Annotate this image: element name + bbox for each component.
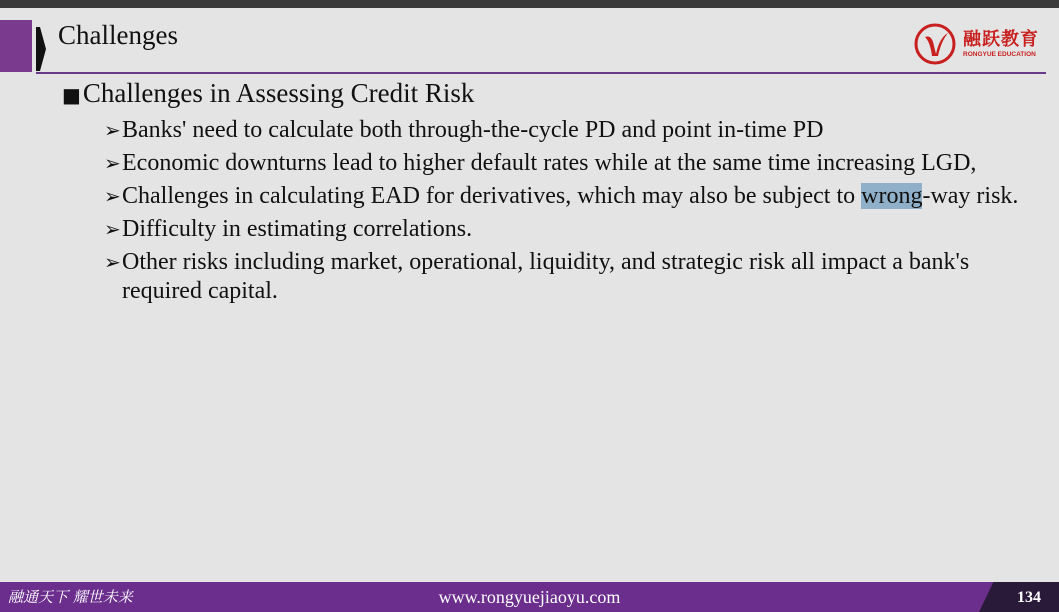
rongyue-logo-icon xyxy=(913,22,957,66)
bullet-item xyxy=(62,149,1022,178)
bullet-item xyxy=(62,116,1022,145)
slide-body xyxy=(62,76,1022,306)
section-heading xyxy=(62,76,1022,112)
arrow-bullet-icon: ➢ xyxy=(104,151,121,175)
page-number: 134 xyxy=(1017,589,1041,606)
title-arrow-icon xyxy=(36,27,46,71)
slide-footer xyxy=(0,582,1059,612)
bullet-list xyxy=(62,116,1022,306)
bullet-item xyxy=(62,248,1022,306)
slide-title: Challenges xyxy=(58,20,178,50)
bullet-text: Economic downturns lead to higher default rates while at the same time increasing LGD, xyxy=(122,150,977,176)
bullet-text-before: Challenges in calculating EAD for derivatives, which may also be subject to xyxy=(122,183,862,209)
section-heading-text: Challenges in Assessing Credit Risk xyxy=(82,78,475,108)
brand-logo xyxy=(913,22,1039,66)
bullet-text: Other risks including market, operational, liquidity, and strategic risk all impact a bank's required capital. xyxy=(122,249,970,304)
top-border xyxy=(0,0,1059,8)
footer-slogan: 融通天下 耀世未来 xyxy=(8,588,133,606)
title-divider xyxy=(36,72,1046,74)
arrow-bullet-icon: ➢ xyxy=(104,217,121,241)
arrow-bullet-icon: ➢ xyxy=(104,250,121,274)
square-bullet-icon: ■ xyxy=(62,83,81,107)
logo-chinese-text: 融跃教育 xyxy=(963,28,1039,50)
arrow-bullet-icon: ➢ xyxy=(104,184,121,208)
bullet-text: Banks' need to calculate both through-the-cycle PD and point in-time PD xyxy=(122,117,824,143)
text-selection-highlight[interactable]: wrong xyxy=(861,183,923,209)
arrow-bullet-icon: ➢ xyxy=(104,118,121,142)
bullet-item xyxy=(62,215,1022,244)
footer-website-link[interactable]: www.rongyuejiaoyu.com xyxy=(438,587,621,607)
title-accent-block xyxy=(0,20,32,72)
logo-english-text: RONGYUE EDUCATION xyxy=(963,50,1036,58)
bullet-text-after: -way risk. xyxy=(922,183,1019,209)
bullet-item xyxy=(62,182,1022,211)
bullet-text: Difficulty in estimating correlations. xyxy=(122,216,473,242)
